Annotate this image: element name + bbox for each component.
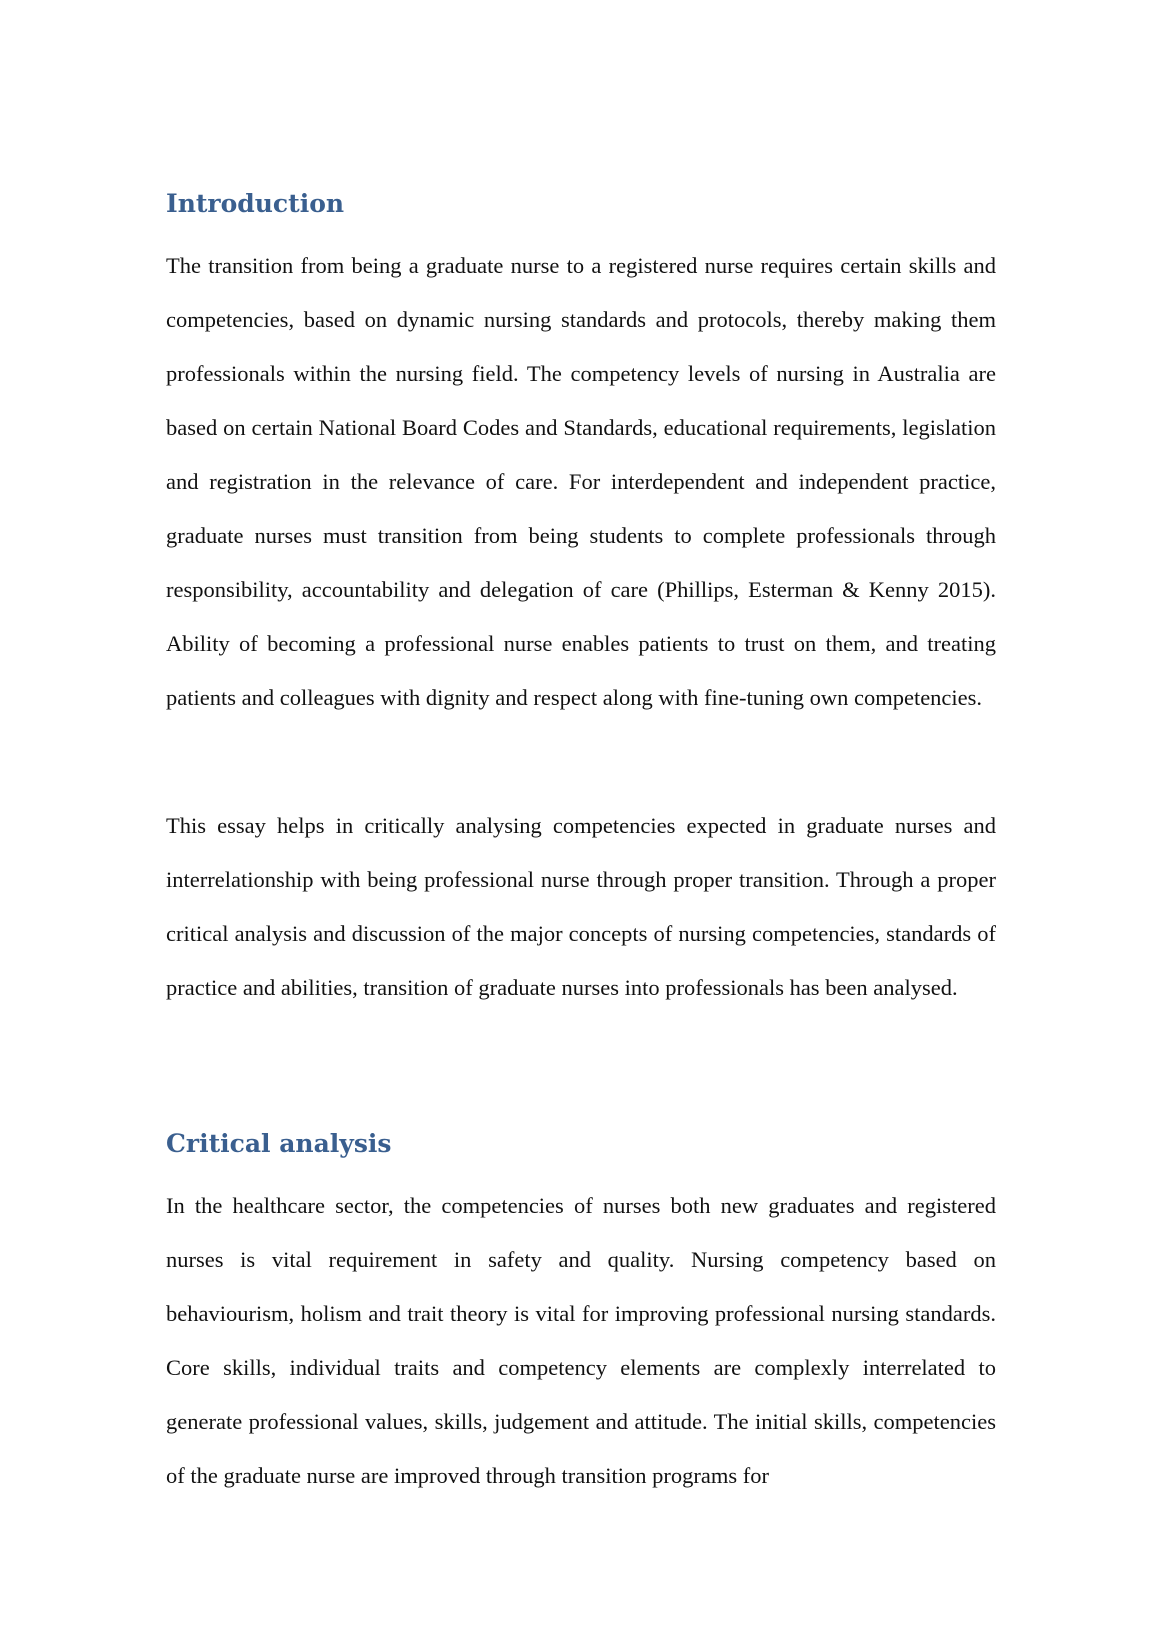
- section-heading-introduction: Introduction: [166, 189, 345, 218]
- paragraph-critical-1: In the healthcare sector, the competencies of nurses both new graduates and registered nurses is vital requirement in safety and quality. Nursing competency based on behaviourism, holism and trait theory is vital for improving professional nursing standards. Core skills, individual traits and competency elements are complexly interrelated to generate professional values, skills, judgement and attitude. The initial skills, competencies of the graduate nurse are improved through transition programs for: [166, 1193, 996, 1488]
- section-heading-critical-analysis: Critical analysis: [166, 1129, 392, 1158]
- paragraph-intro-1: The transition from being a graduate nurse to a registered nurse requires certain skills and competencies, based on dynamic nursing standards and protocols, thereby making them professionals within the nursing field. The competency levels of nursing in Australia are based on certain National Board Codes and Standards, educational requirements, legislation and registration in the relevance of care. For interdependent and independent practice, graduate nurses must transition from being students to complete professionals through responsibility, accountability and delegation of care (Phillips, Esterman & Kenny 2015). Ability of becoming a professional nurse enables patients to trust on them, and treating patients and colleagues with dignity and respect along with fine-tuning own competencies.: [166, 253, 996, 710]
- paragraph-intro-2: This essay helps in critically analysing competencies expected in graduate nurses and interrelationship with being professional nurse through proper transition. Through a proper critical analysis and discussion of the major concepts of nursing competencies, standards of practice and abilities, transition of graduate nurses into professionals has been analysed.: [166, 813, 996, 1000]
